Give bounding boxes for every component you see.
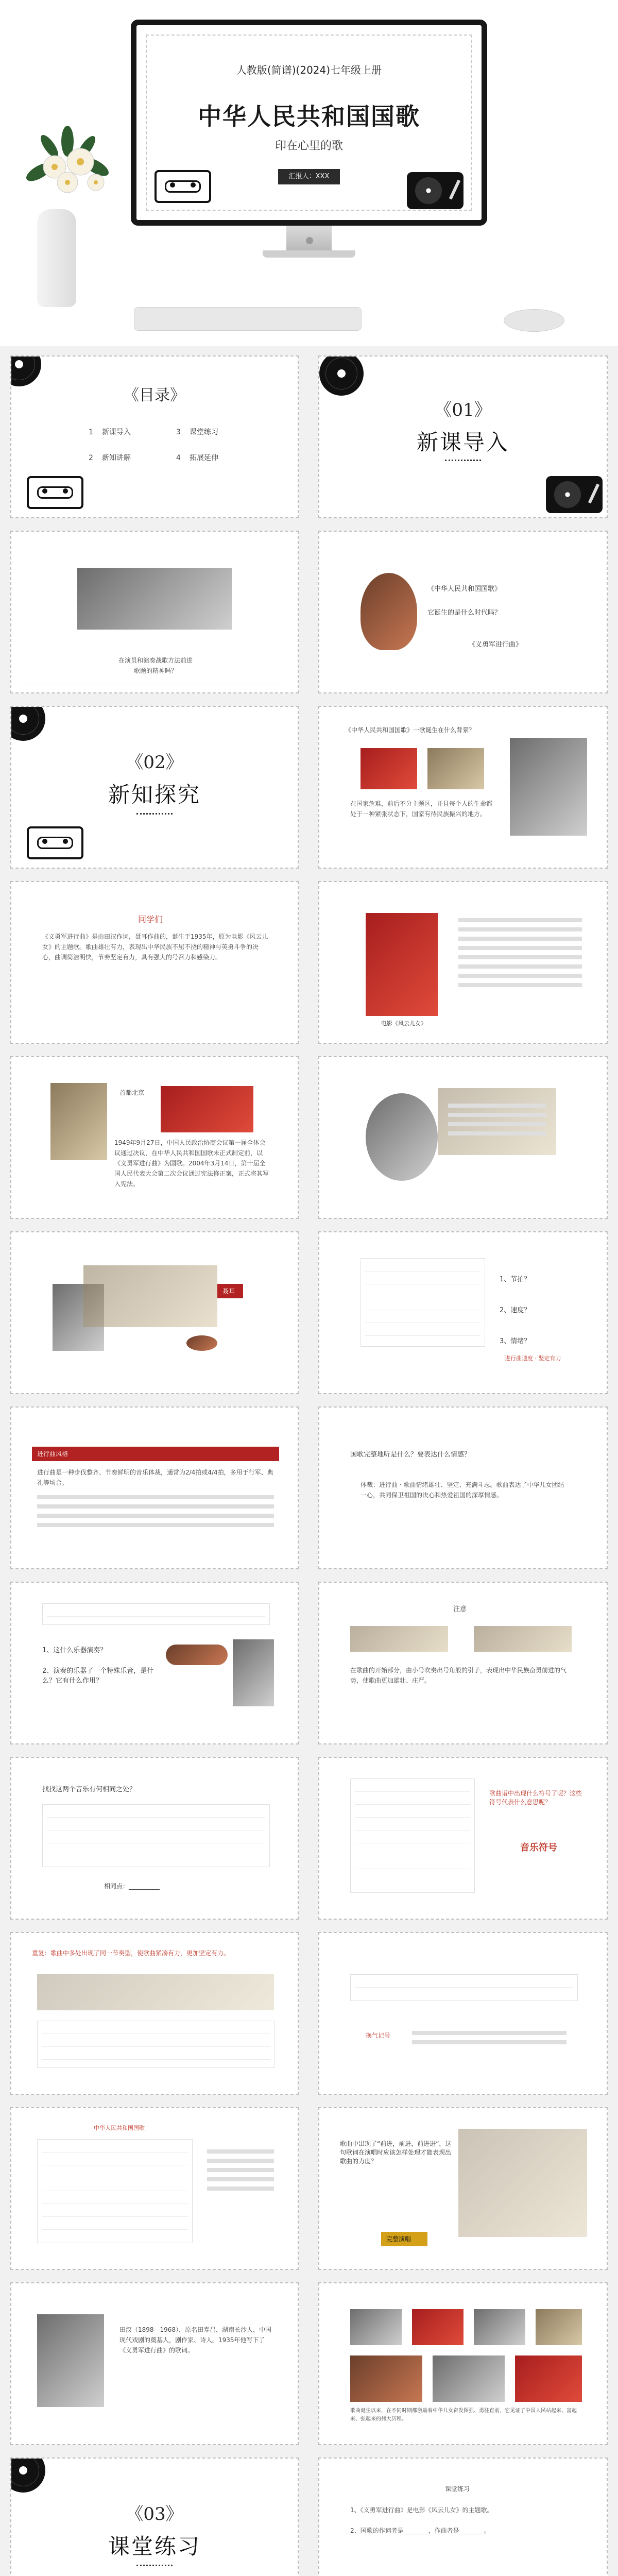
score-caption: 中华人民共和国国歌 [94, 2125, 145, 2131]
mouse [504, 309, 564, 332]
cover-subtitle: 人教版(简谱)(2024)七年级上册 [236, 64, 382, 76]
genre-banner: 进行曲风格 [32, 1447, 279, 1461]
music-score [37, 2021, 275, 2068]
score-slide [10, 2107, 299, 2270]
music-score [37, 2139, 193, 2243]
listen-text: 体裁：进行曲 · 歌曲情绪雄壮、坚定、充满斗志。歌曲表达了中华儿女团结一心，共同保卫祖国的决心和热爱祖国的深厚情感。 [360, 1481, 564, 1499]
music-score [350, 1974, 578, 2001]
divider [136, 2565, 173, 2566]
listen-question: 国歌完整地听是什么？要表达什么情感？ [350, 1451, 471, 1459]
portrait [366, 1093, 438, 1181]
cassette-icon [154, 170, 211, 203]
text-lines [458, 918, 582, 992]
photo [233, 1639, 274, 1706]
score-card [350, 1626, 448, 1652]
practice-question: 1、这什么乐器演奏？ [42, 1647, 107, 1654]
history-photo [515, 2355, 582, 2402]
background-text: 在国家危难，前后不分主题区，并且每个人的生命都处于一种紧张状态下，国家有待民族振兴的地方。 [350, 800, 493, 818]
question-item: 3、情绪？ [500, 1337, 531, 1345]
section-name: 课堂练习 [108, 2534, 201, 2559]
section-02-slide [10, 706, 299, 869]
history-slide [10, 881, 299, 1044]
music-score [42, 1804, 270, 1867]
cassette-icon [27, 476, 83, 509]
vase [37, 209, 76, 307]
divider [445, 460, 481, 461]
history-photo [412, 2309, 464, 2345]
cover-tagline: 印在心里的歌 [274, 140, 343, 152]
history-photos-text: 歌曲诞生以来，在不同时期都激励着中华儿女奋发图强、勇往直前，它见证了中国人民站起来、富起来、强起来的伟大历程。 [350, 2408, 577, 2422]
practice-item: 2、国歌的作词者是________，作曲者是________。 [350, 2527, 490, 2534]
song-title: 《中华人民共和国国歌》 [427, 585, 502, 593]
intro-question: 它诞生的是什么时代吗？ [427, 609, 502, 617]
vinyl-record-icon [10, 706, 45, 741]
vinyl-record-icon [10, 355, 41, 386]
composer-name: 聂耳 [217, 1284, 243, 1298]
toc-slide [10, 355, 299, 518]
flower-bouquet-icon [19, 110, 116, 218]
monitor-base [263, 250, 355, 258]
genre-text: 进行曲是一种步伐整齐、节奏鲜明的音乐体裁，通常为2/4拍或4/4拍，多用于行军、典礼等场合。 [37, 1469, 273, 1486]
score-card [474, 1626, 572, 1652]
music-score [42, 1603, 270, 1625]
poster-caption: 电影《风云儿女》 [381, 1020, 426, 1027]
vinyl-record-icon [10, 2458, 45, 2493]
sing-slide [318, 2107, 608, 2270]
tiananmen-title: 首都北京 [119, 1089, 145, 1096]
history-photo [350, 2309, 402, 2345]
text-lines [37, 1495, 274, 1532]
toc-item[interactable]: 4 拓展延伸 [176, 454, 218, 462]
turntable-icon [546, 476, 603, 513]
text-lines [412, 2031, 566, 2049]
symbol-label: 音乐符号 [520, 1842, 557, 1853]
music-score [360, 1258, 485, 1347]
history-photo [427, 748, 484, 789]
tiananmen-photo [161, 1086, 253, 1132]
divider [136, 813, 173, 815]
history-photo [350, 2355, 422, 2402]
composer-bio-slide [318, 1056, 608, 1219]
history-photo [360, 748, 417, 789]
sing-label: 完整演唱 [381, 2232, 427, 2246]
note-title: 注意 [453, 1605, 467, 1613]
text-lines [448, 1104, 546, 1141]
sing-question: 歌曲中出现了“前进，前进，前进进”，这句歌词在演唱时应该怎样处理才能表现出歌曲的力度？ [340, 2140, 452, 2165]
cover-slide [0, 0, 618, 346]
history-photo [536, 2309, 582, 2345]
music-score [350, 1778, 475, 1893]
history-photos-slide [318, 2282, 608, 2445]
rhythm-question: 找找这两个音乐有何相同之处？ [42, 1786, 136, 1793]
cassette-icon [27, 826, 83, 859]
genre-slide [10, 1406, 299, 1569]
questions-slide [318, 1231, 608, 1394]
question-item: 2、速度？ [500, 1307, 531, 1314]
rhythm-compare-slide [10, 1757, 299, 1920]
cover-title: 中华人民共和国国歌 [198, 103, 420, 130]
trumpet-icon [166, 1645, 228, 1665]
section-number: 《01》 [434, 400, 492, 420]
intro-question-slide [318, 531, 608, 693]
history-photo [474, 2309, 525, 2345]
practice-slide [318, 2458, 608, 2576]
repeat-slide [10, 1932, 299, 2095]
section-number: 《03》 [126, 2504, 183, 2524]
lyricist-portrait [37, 2314, 104, 2407]
symbol-slide [318, 1757, 608, 1920]
lyricist-text: 田汉（1898—1968），原名田寿昌，湖南长沙人，中国现代戏剧的奠基人，剧作家、诗人。1935年他写下了《义勇军进行曲》的歌词。 [119, 2326, 272, 2354]
practice-title: 课堂练习 [445, 2485, 470, 2493]
turntable-icon [407, 172, 464, 209]
section-01-slide [318, 355, 608, 518]
repeat-banner: 重复：歌曲中多处出现了同一节奏型，使歌曲紧凑有力，更加坚定有力。 [32, 1950, 230, 1957]
note-slide [318, 1582, 608, 1744]
keyboard [134, 307, 362, 331]
practice-item: 1、《义勇军进行曲》是电影《风云儿女》的主题歌。 [350, 2506, 493, 2514]
rhythm-answer: 相同点：__________ [104, 1883, 160, 1890]
practice-question: 2、演奏的乐器了一个特殊乐音，是什么？它有什么作用？ [42, 1667, 154, 1685]
text-card [83, 1265, 217, 1327]
breath-slide [318, 1932, 608, 2095]
film-poster [366, 913, 438, 1016]
question-item: 1、节拍？ [500, 1276, 531, 1283]
lyricist-slide [10, 2282, 299, 2445]
tiananmen-text: 1949年9月27日，中国人民政治协商会议第一届全体会议通过决议，在中华人民共和国国歌未正式制定前，以《义勇军进行曲》为国歌。2004年3月14日，第十届全国人民代表大会第二次会议通过宪法修正案，正式将其写入宪法。 [114, 1139, 269, 1188]
toc-item[interactable]: 3 课堂练习 [176, 428, 218, 436]
toc-item[interactable]: 1 新课导入 [89, 428, 131, 436]
history-photo [510, 738, 587, 836]
intro-answer: 《义勇军进行曲》 [469, 641, 523, 649]
listen-slide [318, 1406, 608, 1569]
section-name: 新课导入 [416, 430, 509, 455]
breath-label: 换气记号 [366, 2032, 391, 2039]
photo-caption: 在演员和演奏战歌方法前进 歌题的精神吗？ [118, 657, 193, 674]
apple-icon [306, 237, 313, 244]
poster-slide [318, 881, 608, 1044]
leaf-icon [186, 1335, 217, 1351]
toc-item[interactable]: 2 新知讲解 [89, 454, 131, 462]
toc-heading: 《目录》 [124, 386, 185, 404]
background-heading: 《中华人民共和国国歌》一歌诞生在什么背景？ [345, 726, 475, 734]
vinyl-record-icon [319, 355, 364, 396]
instrument-slide [10, 1582, 299, 1744]
score-card [458, 2129, 587, 2237]
painting [50, 1083, 107, 1160]
illustration [360, 573, 417, 650]
intro-photo-slide [10, 531, 299, 693]
history-text: 《义勇军进行曲》是由田汉作词，聂耳作曲的，诞生于1935年，原为电影《风云儿女》的主题歌。歌曲雄壮有力，表现出中华民族不屈不挠的精神与英勇斗争的决心，曲调简洁明快，节奏坚定有力，具有强大的号召力和感染力。 [42, 933, 268, 961]
history-photo [433, 2355, 505, 2402]
questions-answer: 进行曲速度 · 坚定有力 [505, 1355, 561, 1362]
historic-photo [77, 568, 232, 630]
section-name: 新知探究 [108, 782, 201, 807]
history-title: 同学们 [138, 914, 163, 924]
composer-slide [10, 1231, 299, 1394]
tiananmen-slide [10, 1056, 299, 1219]
section-number: 《02》 [126, 752, 183, 773]
note-text: 在歌曲的开始部分，由小号吹奏出号角般的引子，表现出中华民族奋勇前进的气势，使歌曲更加雄壮、庄严。 [350, 1667, 567, 1684]
symbol-question: 歌曲谱中出现什么符号了呢？这些符号代表什么意思呢？ [489, 1790, 582, 1806]
section-03-slide [10, 2458, 299, 2576]
score-card [37, 1974, 274, 2010]
text-lines [207, 2149, 274, 2196]
background-slide [318, 706, 608, 869]
presenter-badge: 汇报人：XXX [278, 169, 340, 184]
